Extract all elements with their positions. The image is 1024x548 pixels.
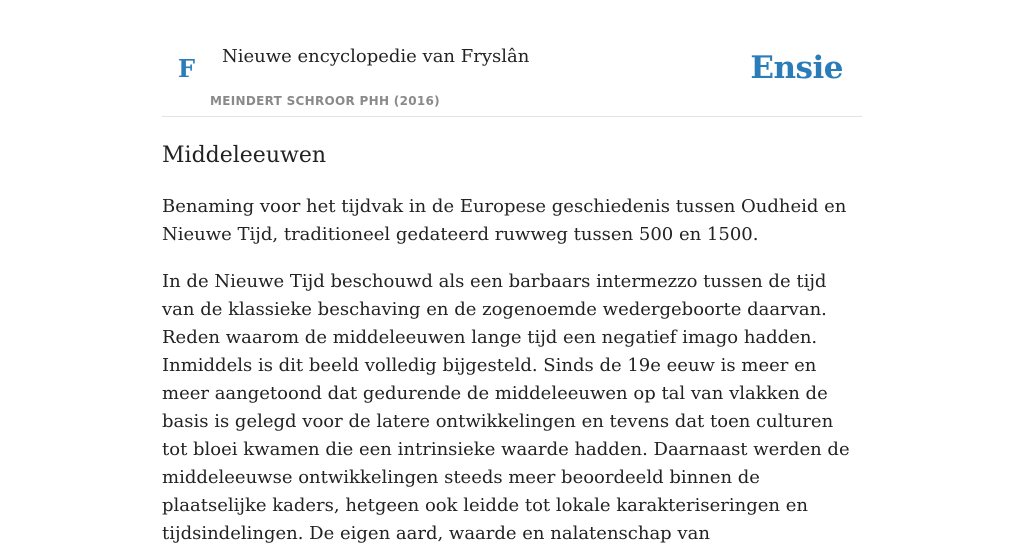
article-title: Middeleeuwen bbox=[162, 143, 327, 168]
entry-header bbox=[162, 0, 862, 117]
page-container bbox=[162, 0, 862, 548]
article-paragraph-1: Benaming voor het tijdvak in de Europese geschiedenis tussen Oudheid en Nieuwe Tijd, traditioneel gedateerd ruwweg tussen 500 en 1500. bbox=[162, 196, 847, 245]
article-paragraph-2: In de Nieuwe Tijd beschouwd als een barbaars intermezzo tussen de tijd van de klassieke beschaving en de zogenoemde wedergeboorte daarvan. Reden waarom de middeleeuwen lange tijd een negatief imago hadden. Inmiddels is dit beeld volledig bijgesteld. Sinds de 19e eeuw is meer en meer aangetoond dat gedurende de middeleeuwen op tal van vlakken de basis is gelegd voor de latere ontwikkelingen en tevens dat toen culturen tot bloei kwamen die een intrinsieke waarde hadden. Daarnaast werden de middeleeuwse ontwikkelingen steeds meer beoordeeld binnen de plaatselijke kaders, hetgeen ook leidde tot lokale karakteriseringen en tijdsindelingen. De eigen aard, waarde en nalatenschap van bbox=[162, 271, 850, 544]
ensie-logo[interactable]: Ensie bbox=[750, 50, 843, 86]
source-logo-icon[interactable]: F bbox=[178, 54, 196, 83]
source-author: MEINDERT SCHROOR PHH (2016) bbox=[210, 94, 440, 108]
source-title[interactable]: Nieuwe encyclopedie van Fryslân bbox=[222, 46, 530, 67]
